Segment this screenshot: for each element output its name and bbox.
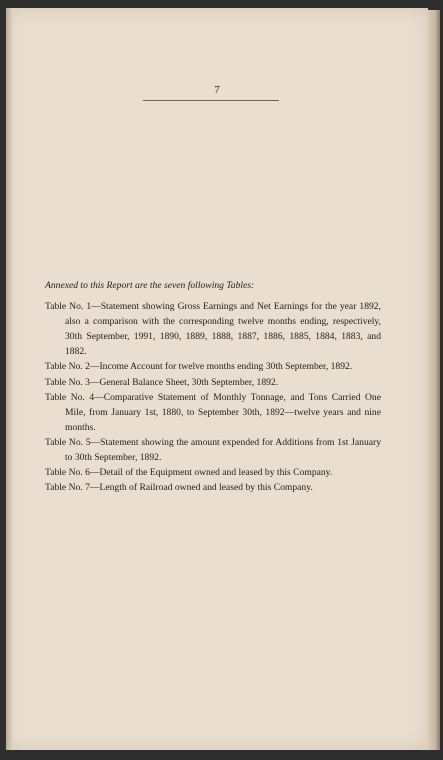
document-page xyxy=(6,8,428,750)
page-edge xyxy=(428,10,440,750)
intro-line: Annexed to this Report are the seven following Tables: xyxy=(45,280,255,291)
table-entry-4: Table No. 4—Comparative Statement of Monthly Tonnage, and Tons Carried One Mile, from January 1st, 1880, to September 30th, 1892—twelve years and nine months. xyxy=(45,391,381,433)
page-content xyxy=(45,278,381,495)
table-entry-5: Table No. 5—Statement showing the amount expended for Additions from 1st January to 30th September, 1892. xyxy=(45,436,381,464)
tables-list xyxy=(45,299,381,495)
page-number: 7 xyxy=(214,84,220,96)
table-entry-3: Table No. 3—General Balance Sheet, 30th September, 1892. xyxy=(45,376,279,388)
binding-edge xyxy=(6,8,13,750)
table-entry-2: Table No. 2—Income Account for twelve months ending 30th September, 1892. xyxy=(45,361,353,373)
header-rule xyxy=(143,100,279,101)
table-entry-6: Table No. 6—Detail of the Equipment owned and leased by this Company. xyxy=(45,467,333,479)
table-entry-1: Table No. 1—Statement showing Gross Earnings and Net Earnings for the year 1892, also a comparison with the corresponding twelve months ending, respectively, 30th September, 1991, 1890, 1889, 1888, 1887, 1886, 1885, 1884, 1883, and 1882. xyxy=(45,301,381,358)
table-entry-7: Table No. 7—Length of Railroad owned and leased by this Company. xyxy=(45,482,313,494)
